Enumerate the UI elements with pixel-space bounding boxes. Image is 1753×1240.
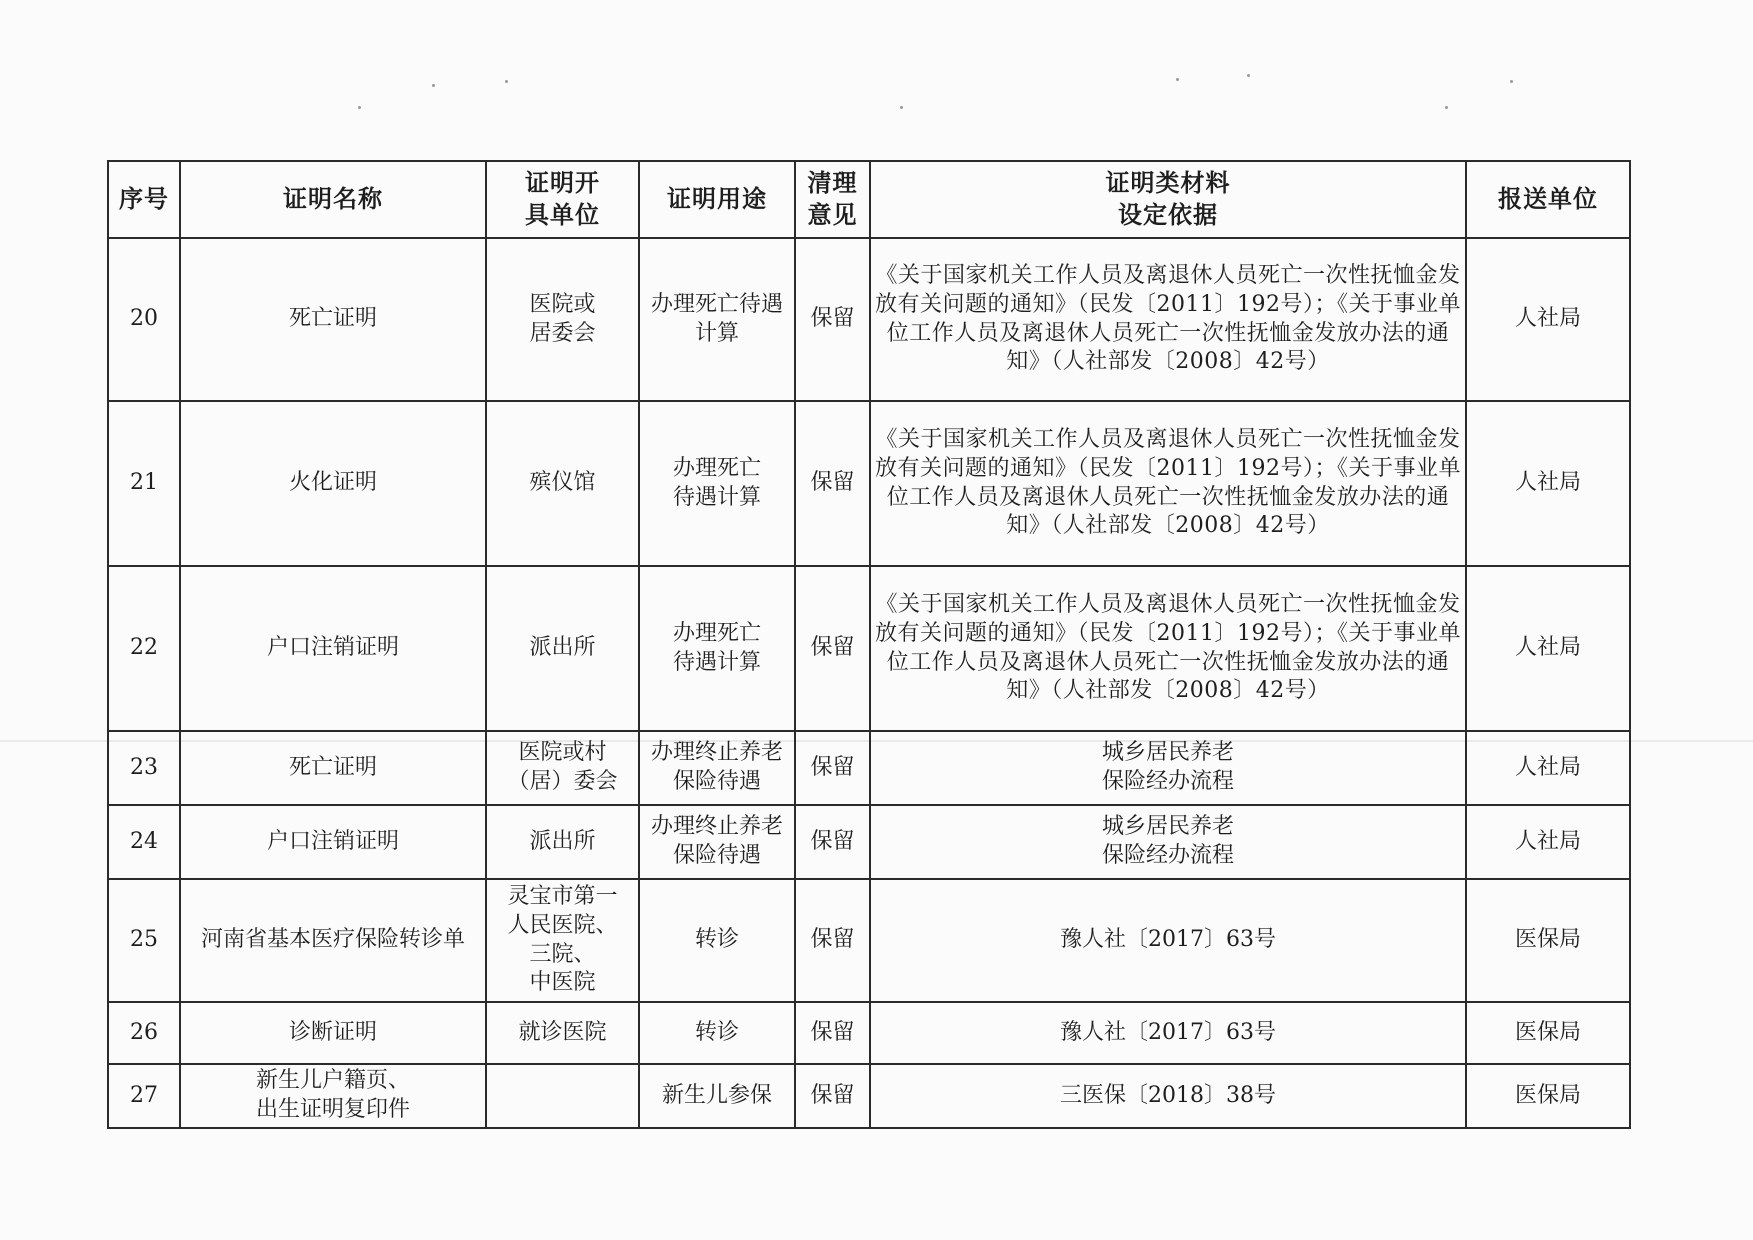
scan-speck <box>432 84 435 87</box>
cell-unit: 医保局 <box>1466 1064 1630 1128</box>
header-purpose: 证明用途 <box>639 161 795 238</box>
cell-issuer: 灵宝市第一 人民医院、 三院、 中医院 <box>486 879 639 1002</box>
cell-unit: 人社局 <box>1466 731 1630 805</box>
table-row <box>108 566 1630 731</box>
cell-issuer: 派出所 <box>486 805 639 879</box>
cell-unit: 人社局 <box>1466 238 1630 401</box>
cell-basis: 《关于国家机关工作人员及离退休人员死亡一次性抚恤金发放有关问题的通知》（民发〔2011〕192号）；《关于事业单位工作人员及离退休人员死亡一次性抚恤金发放办法的通知》（人社部发〔2008〕42号） <box>870 401 1466 566</box>
cell-name: 死亡证明 <box>180 731 486 805</box>
certificate-table <box>107 160 1631 1129</box>
cell-issuer: 医院或 居委会 <box>486 238 639 401</box>
cell-opinion: 保留 <box>795 238 870 401</box>
scan-speck <box>1176 78 1179 81</box>
cell-seq: 23 <box>108 731 180 805</box>
cell-unit: 人社局 <box>1466 566 1630 731</box>
table-row <box>108 1064 1630 1128</box>
table-row <box>108 238 1630 401</box>
cell-issuer: 医院或村 （居）委会 <box>486 731 639 805</box>
cell-issuer <box>486 1064 639 1128</box>
header-unit: 报送单位 <box>1466 161 1630 238</box>
cell-name: 死亡证明 <box>180 238 486 401</box>
header-seq: 序号 <box>108 161 180 238</box>
cell-seq: 25 <box>108 879 180 1002</box>
cell-name: 河南省基本医疗保险转诊单 <box>180 879 486 1002</box>
cell-basis: 豫人社〔2017〕63号 <box>870 1002 1466 1064</box>
scan-speck <box>900 106 903 109</box>
cell-purpose: 新生儿参保 <box>639 1064 795 1128</box>
cell-purpose: 办理死亡 待遇计算 <box>639 401 795 566</box>
scan-speck <box>1445 106 1448 109</box>
cell-basis: 三医保〔2018〕38号 <box>870 1064 1466 1128</box>
cell-seq: 22 <box>108 566 180 731</box>
cell-opinion: 保留 <box>795 731 870 805</box>
header-opinion: 清理 意见 <box>795 161 870 238</box>
scan-speck <box>505 80 508 83</box>
table-row <box>108 731 1630 805</box>
header-basis: 证明类材料 设定依据 <box>870 161 1466 238</box>
table-row <box>108 879 1630 1002</box>
cell-opinion: 保留 <box>795 401 870 566</box>
cell-seq: 24 <box>108 805 180 879</box>
cell-basis: 《关于国家机关工作人员及离退休人员死亡一次性抚恤金发放有关问题的通知》（民发〔2011〕192号）；《关于事业单位工作人员及离退休人员死亡一次性抚恤金发放办法的通知》（人社部发〔2008〕42号） <box>870 566 1466 731</box>
cell-basis: 豫人社〔2017〕63号 <box>870 879 1466 1002</box>
cell-purpose: 办理终止养老 保险待遇 <box>639 805 795 879</box>
header-row <box>108 161 1630 238</box>
cell-basis: 城乡居民养老 保险经办流程 <box>870 731 1466 805</box>
cell-basis: 《关于国家机关工作人员及离退休人员死亡一次性抚恤金发放有关问题的通知》（民发〔2011〕192号）；《关于事业单位工作人员及离退休人员死亡一次性抚恤金发放办法的通知》（人社部发〔2008〕42号） <box>870 238 1466 401</box>
header-name: 证明名称 <box>180 161 486 238</box>
cell-purpose: 办理死亡 待遇计算 <box>639 566 795 731</box>
cell-opinion: 保留 <box>795 879 870 1002</box>
cell-seq: 21 <box>108 401 180 566</box>
cell-issuer: 派出所 <box>486 566 639 731</box>
header-issuer: 证明开 具单位 <box>486 161 639 238</box>
cell-seq: 26 <box>108 1002 180 1064</box>
table-row <box>108 401 1630 566</box>
cell-name: 诊断证明 <box>180 1002 486 1064</box>
cell-purpose: 办理终止养老 保险待遇 <box>639 731 795 805</box>
scan-speck <box>1247 74 1250 77</box>
cell-name: 户口注销证明 <box>180 805 486 879</box>
cell-unit: 人社局 <box>1466 401 1630 566</box>
cell-opinion: 保留 <box>795 566 870 731</box>
cell-issuer: 就诊医院 <box>486 1002 639 1064</box>
scan-speck <box>1510 80 1513 83</box>
cell-opinion: 保留 <box>795 805 870 879</box>
cell-unit: 人社局 <box>1466 805 1630 879</box>
cell-purpose: 转诊 <box>639 879 795 1002</box>
cell-seq: 27 <box>108 1064 180 1128</box>
cell-name: 新生儿户籍页、 出生证明复印件 <box>180 1064 486 1128</box>
cell-opinion: 保留 <box>795 1002 870 1064</box>
cell-opinion: 保留 <box>795 1064 870 1128</box>
table-row <box>108 805 1630 879</box>
cell-name: 火化证明 <box>180 401 486 566</box>
cell-purpose: 转诊 <box>639 1002 795 1064</box>
cell-basis: 城乡居民养老 保险经办流程 <box>870 805 1466 879</box>
cell-seq: 20 <box>108 238 180 401</box>
cell-purpose: 办理死亡待遇 计算 <box>639 238 795 401</box>
cell-unit: 医保局 <box>1466 879 1630 1002</box>
cell-name: 户口注销证明 <box>180 566 486 731</box>
table-row <box>108 1002 1630 1064</box>
cell-unit: 医保局 <box>1466 1002 1630 1064</box>
scan-speck <box>358 106 361 109</box>
cell-issuer: 殡仪馆 <box>486 401 639 566</box>
